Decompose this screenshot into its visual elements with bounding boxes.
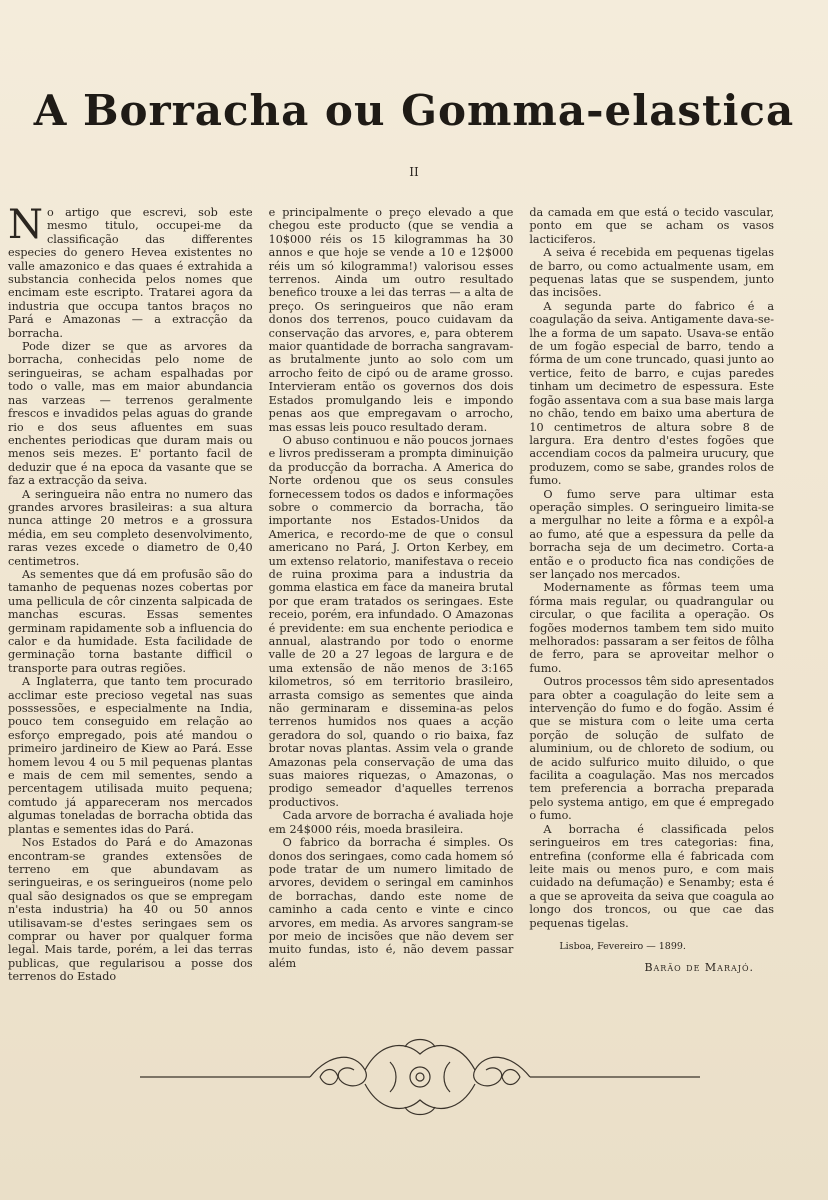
paragraph: A seringueira não entra no numero das grandes arvores brasileiras: a sua altura nunca attinge 20 metros e a grossura média, em seu completo desenvolvimento, raras vezes excede o diametro de 0,40 centimetros. bbox=[8, 487, 253, 568]
drop-cap: N bbox=[8, 202, 43, 248]
author-signature: Barão de Marajó. bbox=[644, 961, 755, 975]
paragraph: Modernamente as fôrmas teem uma fórma mais regular, ou quadrangular ou circular, o que facilita a operação. Os fogões modernos tambem tem sido muito melhorados: passaram a ser feitos de fôlha de ferro, para se aproveitar melhor o fumo. bbox=[529, 581, 775, 675]
article-title: A Borracha ou Gomma-elastica bbox=[33, 86, 795, 135]
paragraph: O fabrico da borracha é simples. Os donos dos seringaes, como cada homem só pode tratar de um numero limitado de arvores, devidem o seringal em caminhos de borrachas, dando este nome de caminho a cada cento e vinte e cinco arvores, em media. As arvores sangram-se por meio de incisões que não devem ser muito fundas, isto é, não devem passar além bbox=[268, 836, 514, 970]
paragraph: da camada em que está o tecido vascular, ponto em que se acham os vasos lacticiferos. bbox=[529, 206, 775, 246]
paragraph: O fumo serve para ultimar esta operação simples. O seringueiro limita-se a mergulhar no leite a fôrma e a expôl-a ao fumo, até que a espessura da pelle da borracha seja de um decimetro. Corta-a então e o producto fica nas condições de ser lançado nos mercados. bbox=[529, 487, 775, 581]
paragraph: Nos Estados do Pará e do Amazonas encontram-se grandes extensões de terreno em que abundavam as seringueiras, e os seringueiros (nome pelo qual são designados os que se empregam n'esta industria) ha 40 ou 50 annos utilisavam-se d'estes seringaes sem os comprar ou haver por qualquer forma legal. Mais tarde, porém, a lei das terras publicas, que regularisou a posse dos terrenos do Estado bbox=[8, 836, 253, 984]
paragraph: A seiva é recebida em pequenas tigelas de barro, ou como actualmente usam, em pequenas latas que se suspendem, junto das incisões. bbox=[529, 246, 775, 300]
paragraph: Pode dizer se que as arvores da borracha, conhecidas pelo nome de seringueiras, se acham espalhadas por todo o valle, mas em maior abundancia nas varzeas — terrenos geralmente frescos e invadidos pelas aguas do grande rio e dos seus afluentes em suas enchentes periodicas que duram mais ou menos seis mezes. E' portanto facil de deduzir que é na epoca da vasante que se faz a extracção da seiva. bbox=[8, 340, 253, 488]
paragraph: A borracha é classificada pelos seringueiros em tres categorias: fina, entrefina (conforme ella é fabricada com leite mais ou menos puro, e com mais cuidado na defumação) e Senamby; esta é a que se aproveita da seiva que coagula ao longo dos troncos, ou que cae das pequenas tigelas. bbox=[529, 822, 775, 930]
column-3 bbox=[529, 206, 774, 984]
article-body bbox=[8, 202, 775, 984]
paragraph: Outros processos têm sido apresentados para obter a coagulação do leite sem a intervenção do fumo e do fogão. Assim é que se mistura com o leite uma certa porção de solução de sulfato de aluminium, ou de chloreto de sodium, ou de acido sulfurico muito diluido, o que facilita a coagulação. Mas nos mercados tem preferencia a borracha preparada pelo systema antigo, em que é empregado o fumo. bbox=[529, 675, 775, 823]
column-1 bbox=[8, 202, 253, 984]
paragraph: O abuso continuou e não poucos jornaes e livros predisseram a prompta diminuição da producção da borracha. A America do Norte ordenou que os seus consules fornecessem todos os dados e informações sobre o commercio da borracha, tão importante nos Estados-Unidos da America, e recordo-me de que o consul americano no Pará, J. Orton Kerbey, em um extenso relatorio, manifestava o receio de ruina proxima para a industria da gomma elastica em face da maneira brutal por que eram tratados os seringaes. Este receio, porém, era infundado. O Amazonas é previdente: em sua enchente periodica e annual, alastrando por todo o enorme valle de 20 a 27 legoas de largura e de uma extensão de não menos de 3:165 kilometros, só em territorio brasileiro, arrasta comsigo as sementes que ainda não germinaram e dissemina-as pelos terrenos humidos nos quaes a acção geradora do sol, quando o rio baixa, faz brotar novas plantas. Assim vela o grande Amazonas pela conservação de uma das suas maiores riquezas, o Amazonas, o prodigo semeador d'aquelles terrenos productivos. bbox=[268, 433, 514, 809]
dateline: Lisboa, Fevereiro — 1899. bbox=[559, 940, 686, 952]
decorative-flourish-icon bbox=[140, 1032, 700, 1122]
column-2 bbox=[269, 206, 514, 984]
paragraph: As sementes que dá em profusão são do tamanho de pequenas nozes cobertas por uma pellicula de côr cinzenta salpicada de manchas escuras. Essas sementes germinam rapidamente sob a influencia do calor e da humidade. Esta facilidade de germinação torna bastante difficil o transporte para outras regiões. bbox=[8, 567, 253, 675]
paragraph: A Inglaterra, que tanto tem procurado acclimar este precioso vegetal nas suas posssessões, e especialmente na India, pouco tem conseguido em relação ao esforço empregado, pois até mandou o primeiro jardineiro de Kiew ao Pará. Esse homem levou 4 ou 5 mil pequenas plantas e mais de cem mil sementes, sendo a percentagem utilisada muito pequena; comtudo já appareceram nos mercados algumas toneladas de borracha obtida das plantas e sementes idas do Pará. bbox=[8, 675, 253, 836]
paragraph: A segunda parte do fabrico é a coagulação da seiva. Antigamente dava-se-lhe a forma de um sapato. Usava-se então de um fogão especial de barro, tendo a fórma de um cone truncado, quasi junto ao vertice, feito de barro, e cujas paredes tinham um decimetro de espessura. Este fogão assentava com a sua base mais larga no chão, tendo em baixo uma abertura de 10 centimetros de altura sobre 8 de largura. Era dentro d'estes fogões que accendiam cocos da palmeira urucury, que produzem, como se sabe, grandes rolos de fumo. bbox=[529, 299, 775, 488]
paragraph: e principalmente o preço elevado a que chegou este producto (que se vendia a 10$000 réis os 15 kilogrammas ha 30 annos e que hoje se vende a 10 e 12$000 réis um só kilogramma!) valorisou esses terrenos. Ainda um outro resultado benefico trouxe a lei das terras — a alta de preço. Os seringueiros que não eram donos dos terrenos, pouco cuidavam da conservação das arvores, e, para obterem maior quantidade de borracha sangravam-as brutalmente junto ao solo com um arrocho feito de cipó ou de arame grosso. Intervieram então os governos dos dois Estados promulgando leis e impondo penas aos que empregavam o arrocho, mas essas leis pouco resultado deram. bbox=[268, 206, 514, 434]
paragraph: No artigo que escrevi, sob este mesmo titulo, occupei-me da classificação das differentes especies do genero Hevea existentes no valle amazonico e das quaes é extrahida a substancia conhecida pelos nomes que encimam este escripto. Tratarei agora da industria que occupa tantos braços no Pará e Amazonas — a extracção da borracha. bbox=[8, 202, 253, 340]
section-numeral: II bbox=[409, 165, 419, 179]
paragraph: Cada arvore de borracha é avaliada hoje em 24$000 réis, moeda brasileira. bbox=[268, 809, 514, 836]
